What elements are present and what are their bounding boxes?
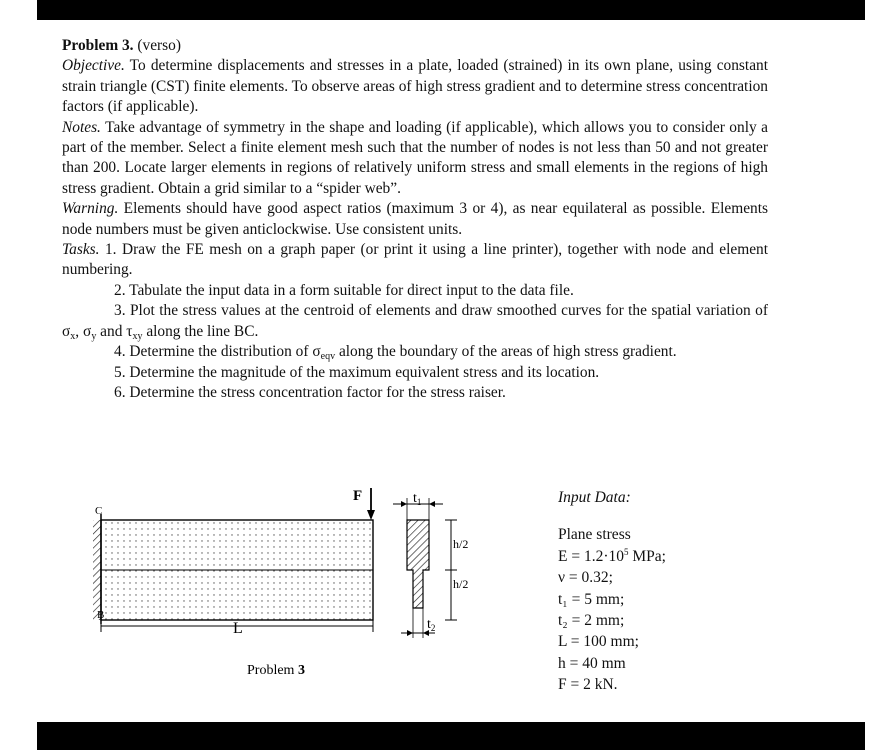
input-modulus: $E = 1.2\cdot 10^5$ MPa; bbox=[558, 546, 666, 565]
input-data-panel bbox=[558, 487, 666, 696]
input-data-title: Input Data: bbox=[558, 489, 631, 506]
task-3-text-b: along the line BC. bbox=[146, 322, 259, 340]
tasks-label: Tasks. bbox=[62, 241, 100, 259]
task-6: 6. Determine the stress concentration factor for the stress raiser. bbox=[114, 383, 506, 401]
label-t2: $t_2$ bbox=[427, 617, 436, 633]
task-1-text: 1. Draw the FE mesh on a graph paper (or print it using a line printer), together with node and element numbering. bbox=[62, 241, 768, 279]
objective-label: Objective. bbox=[62, 57, 125, 75]
objective-paragraph bbox=[62, 56, 768, 117]
problem-subtitle: (verso) bbox=[137, 37, 181, 54]
input-t1: t₁ = 5 mm; bbox=[558, 590, 625, 608]
task-2: 2. Tabulate the input data in a form suitable for direct input to the data file. bbox=[114, 281, 574, 299]
problem-title: Problem 3. bbox=[62, 37, 134, 54]
problem-text bbox=[62, 36, 768, 403]
label-l: L bbox=[233, 620, 243, 637]
task-3-text-a: 3. Plot the stress values at the centroid of elements and draw smoothed curves for the spatial variation of bbox=[114, 302, 768, 320]
top-black-bar bbox=[37, 0, 865, 20]
task-5: 5. Determine the magnitude of the maximum equivalent stress and its location. bbox=[114, 363, 600, 381]
input-t2: t₂ = 2 mm; bbox=[558, 612, 625, 630]
label-f: F bbox=[353, 488, 363, 504]
sigma-x: $\sigma_x$ bbox=[62, 322, 76, 342]
notes-text: Take advantage of symmetry in the shape and loading (if applicable), which allows you to consider only a part of the member. Select a finite element mesh such that the number of nodes is not less than 50 and not greater than 200. Locate larger elements in regions of relatively uniform stress and small elements in the regions of high stress gradient. Obtain a grid similar to a “spider web”. bbox=[62, 118, 768, 197]
cross-section bbox=[407, 520, 429, 608]
objective-text: To determine displacements and stresses in a plate, loaded (strained) in its own plane, using constant strain triangle (CST) finite elements. To observe areas of high stress gradient and to determine stress concentration factors (if applicable). bbox=[62, 57, 768, 116]
warning-label: Warning. bbox=[62, 200, 119, 218]
task-4-text-b: along the boundary of the areas of high stress gradient. bbox=[338, 343, 677, 361]
input-plane-stress: Plane stress bbox=[558, 526, 631, 544]
label-h2-top: h/2 bbox=[453, 537, 469, 551]
plate-figure bbox=[85, 478, 495, 708]
figure-caption: Problem 3 bbox=[247, 663, 305, 678]
warning-paragraph bbox=[62, 199, 768, 240]
task-1 bbox=[62, 240, 768, 281]
task-4 bbox=[62, 342, 768, 362]
label-t1: $t_1$ bbox=[413, 491, 422, 507]
sigma-y: $\sigma_y$ bbox=[83, 322, 97, 342]
label-h2-bottom: h/2 bbox=[453, 577, 469, 591]
plate-diagram bbox=[85, 478, 495, 708]
sigma-eqv: $\sigma_{eqv}$ bbox=[312, 343, 336, 363]
task-4-text-a: 4. Determine the distribution of bbox=[114, 343, 309, 361]
input-force: F = 2 kN. bbox=[558, 676, 618, 694]
notes-paragraph bbox=[62, 118, 768, 200]
label-b: B bbox=[97, 609, 105, 621]
input-length: L = 100 mm; bbox=[558, 633, 639, 651]
notes-label: Notes. bbox=[62, 118, 101, 136]
input-poisson: ν = 0.32; bbox=[558, 569, 613, 587]
label-c: C bbox=[95, 505, 103, 517]
problem-heading bbox=[62, 36, 768, 56]
wall-support bbox=[93, 520, 101, 620]
task-3: 3. Plot the stress values at the centroid of elements and draw smoothed curves for the spatial variation of $\sigma_x$, $\sigma_y$ and $\tau_{xy}$ along the line BC. bbox=[62, 302, 768, 342]
bottom-black-bar bbox=[37, 722, 865, 750]
input-height: h = 40 mm bbox=[558, 654, 626, 672]
warning-text: Elements should have good aspect ratios (maximum 3 or 4), as near equilateral as possible. Elements node numbers must be given anticlockwise. Use consistent units. bbox=[62, 200, 768, 238]
tau-xy: $\tau_{xy}$ bbox=[126, 322, 143, 342]
